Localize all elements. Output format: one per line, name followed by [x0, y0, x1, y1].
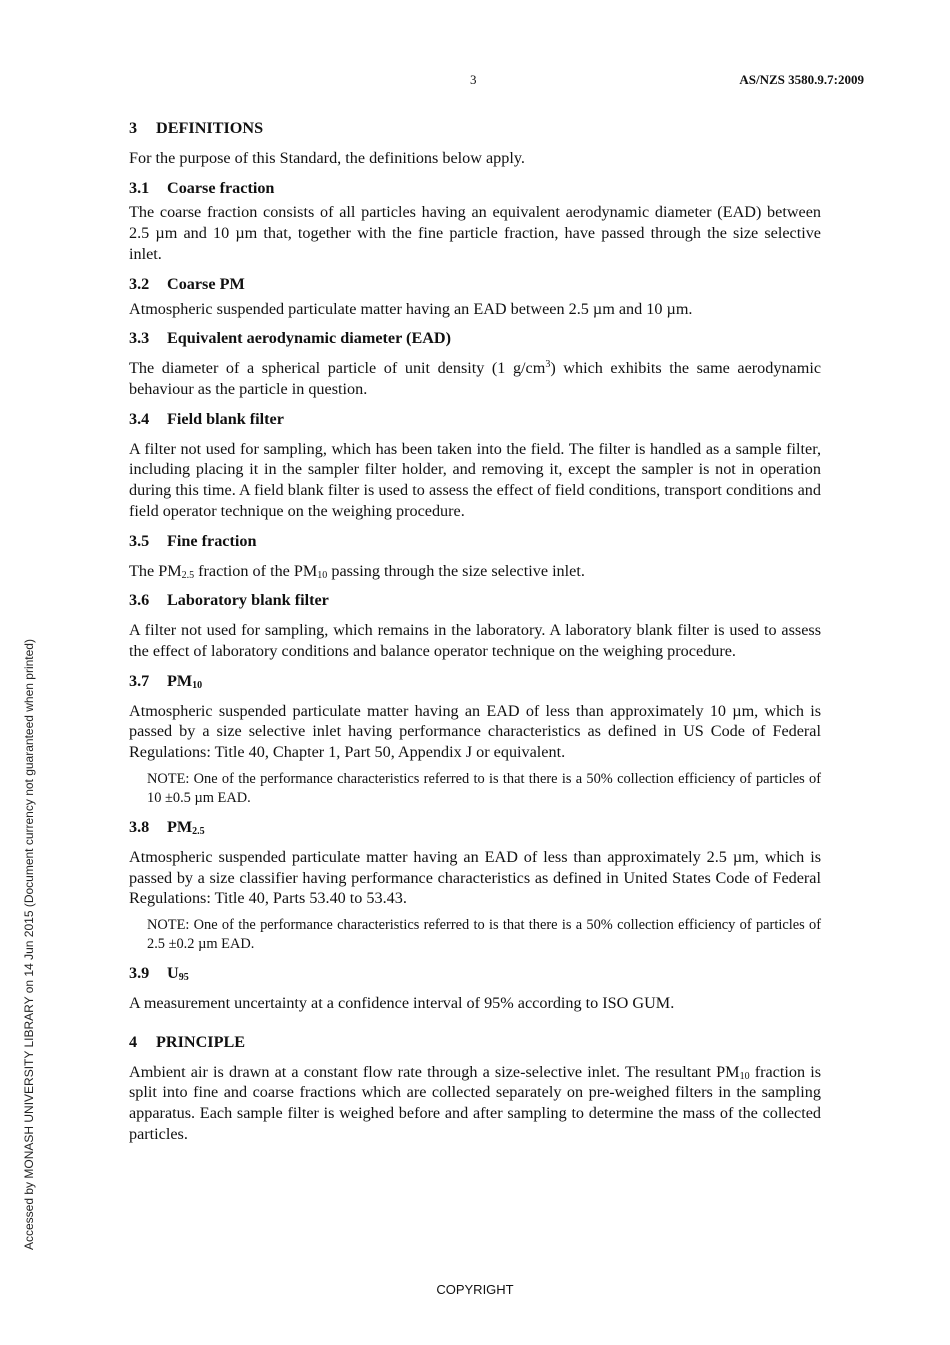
document-body: [129, 118, 821, 1154]
section-title: PRINCIPLE: [156, 1032, 246, 1051]
clause-number: 3.8: [129, 817, 150, 836]
text-part: The PM: [129, 561, 182, 580]
section-number: 4: [129, 1032, 138, 1051]
clause-number: 3.3: [129, 329, 150, 348]
definition-3-7-note: NOTE: One of the performance characteristics referred to is that there is a 50% collection efficiency of particles of 10 ±0.5 µm EAD.: [147, 770, 821, 806]
clause-title: Fine fraction: [167, 531, 257, 550]
superscript: 3: [545, 359, 551, 371]
section-3-heading: [129, 118, 821, 139]
definition-3-5-text: [129, 561, 821, 582]
text-part: fraction of the PM: [194, 561, 318, 580]
definition-3-7-heading: [129, 671, 821, 692]
clause-title: Laboratory blank filter: [167, 591, 329, 610]
title-subscript: 95: [178, 972, 189, 984]
definition-3-8-heading: [129, 817, 821, 838]
clause-title: PM: [167, 671, 193, 690]
text-part: fraction is split into fine and coarse fractions which are collected separately on pre-weighed filters in the sampling apparatus. Each sample filter is weighed before and after sampling to determine the mass of the collected particles.: [129, 1062, 821, 1143]
definition-3-7-text: Atmospheric suspended particulate matter having an EAD of less than approximately 10 µm, which is passed by a size selective inlet having performance characteristics as defined in US Code of Federal Regulations: Title 40, Chapter 1, Part 50, Appendix J or equivalent.: [129, 701, 821, 762]
clause-number: 3.7: [129, 671, 150, 690]
section-4-text: [129, 1062, 821, 1145]
clause-number: 3.1: [129, 178, 150, 197]
clause-title: Coarse fraction: [167, 178, 275, 197]
clause-number: 3.9: [129, 964, 150, 983]
text-part: The diameter of a spherical particle of unit density (1 g/cm: [129, 359, 546, 378]
definition-3-9-text: A measurement uncertainty at a confidence interval of 95% according to ISO GUM.: [129, 993, 675, 1012]
clause-number: 3.4: [129, 409, 150, 428]
definition-3-3-text: [129, 358, 821, 400]
clause-title: PM: [167, 817, 193, 836]
definition-3-6-text: A filter not used for sampling, which remains in the laboratory. A laboratory blank filter is used to assess the effect of laboratory conditions and balance operator technique on the weighing procedure.: [129, 621, 821, 660]
definition-3-4-text: A filter not used for sampling, which has been taken into the field. The filter is handled as a sample filter, including placing it in the sampler filter holder, and removing it, except the sampler is not in operation during this time. A field blank filter is used to assess the effect of field conditions, transport conditions and field operator technique on the weighing procedure.: [129, 439, 821, 520]
copyright-footer: COPYRIGHT: [436, 1282, 514, 1297]
clause-title: Equivalent aerodynamic diameter (EAD): [167, 329, 452, 348]
access-watermark: Accessed by MONASH UNIVERSITY LIBRARY on 14 Jun 2015 (Document currency not guaranteed when printed): [22, 639, 36, 1250]
page-number: 3: [470, 72, 477, 87]
clause-number: 3.5: [129, 531, 150, 550]
subscript: 2.5: [181, 569, 195, 581]
definition-3-3-heading: [129, 328, 821, 349]
definition-3-6-heading: [129, 590, 821, 611]
clause-title: Field blank filter: [167, 409, 284, 428]
definition-3-8-note: NOTE: One of the performance characteristics referred to is that there is a 50% collection efficiency of particles of 2.5 ±0.2 µm EAD.: [147, 917, 821, 953]
section-4-heading: [129, 1032, 821, 1053]
text-part: ) which exhibits the same aerodynamic behaviour as the particle in question.: [129, 359, 821, 398]
definition-3-2-heading: [129, 274, 821, 295]
standard-id: AS/NZS 3580.9.7:2009: [739, 72, 864, 87]
definition-3-1-text: The coarse fraction consists of all particles having an equivalent aerodynamic diameter (EAD) between 2.5 µm and 10 µm that, together with the fine particle fraction, have passed through the size selective inlet.: [129, 203, 821, 263]
definition-3-5-heading: [129, 531, 821, 552]
clause-title: U: [167, 964, 179, 983]
text-part: Ambient air is drawn at a constant flow rate through a size-selective inlet. The resultant PM: [129, 1062, 740, 1081]
section-title: DEFINITIONS: [156, 119, 264, 137]
section-3-intro: For the purpose of this Standard, the definitions below apply.: [129, 148, 525, 167]
section-number: 3: [129, 119, 138, 137]
definition-3-4-heading: [129, 409, 821, 430]
subscript: 10: [317, 569, 328, 581]
subscript: 10: [739, 1070, 750, 1082]
clause-title: Coarse PM: [167, 274, 245, 293]
definition-3-9-heading: [129, 963, 821, 984]
definition-3-8-text: Atmospheric suspended particulate matter having an EAD of less than approximately 2.5 µm, which is passed by a size classifier having performance characteristics as defined in United States Code of Federal Regulations: Title 40, Parts 53.40 to 53.43.: [129, 847, 821, 908]
clause-number: 3.2: [129, 274, 150, 293]
title-subscript: 10: [192, 679, 203, 691]
text-part: passing through the size selective inlet.: [327, 561, 585, 580]
definition-3-1-heading: [129, 178, 821, 199]
clause-number: 3.6: [129, 591, 150, 610]
definition-3-2-text: Atmospheric suspended particulate matter having an EAD between 2.5 µm and 10 µm.: [129, 299, 693, 318]
title-subscript: 2.5: [192, 825, 205, 837]
